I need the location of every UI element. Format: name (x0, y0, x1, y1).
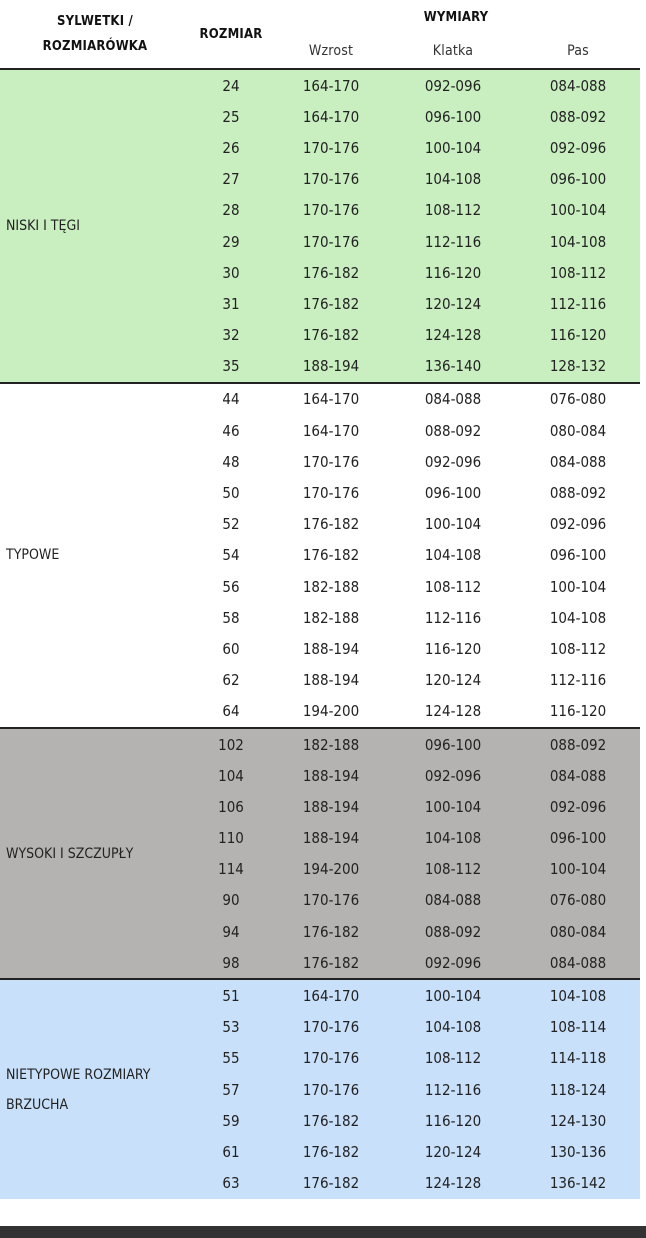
rozmiar-cell: 102 (190, 728, 272, 760)
wzrost-cell: 182-188 (272, 602, 390, 633)
klatka-cell: 092-096 (390, 69, 516, 101)
wzrost-cell: 176-182 (272, 1136, 390, 1167)
pas-cell: 108-112 (516, 633, 640, 664)
rozmiar-cell: 35 (190, 351, 272, 383)
klatka-cell: 096-100 (390, 101, 516, 132)
wzrost-cell: 164-170 (272, 101, 390, 132)
wzrost-cell: 164-170 (272, 383, 390, 415)
wzrost-cell: 182-188 (272, 728, 390, 760)
rozmiar-cell: 98 (190, 947, 272, 979)
wzrost-cell: 170-176 (272, 1043, 390, 1074)
wzrost-cell: 194-200 (272, 696, 390, 728)
pas-cell: 076-080 (516, 885, 640, 916)
klatka-cell: 136-140 (390, 351, 516, 383)
pas-cell: 130-136 (516, 1136, 640, 1167)
header-sylwetki-line2: ROZMIARÓWKA (42, 39, 148, 54)
klatka-cell: 124-128 (390, 320, 516, 351)
silhouette-label: NISKI I TĘGI (0, 69, 190, 383)
pas-cell: 136-142 (516, 1168, 640, 1199)
klatka-cell: 112-116 (390, 602, 516, 633)
pas-cell: 112-116 (516, 665, 640, 696)
rozmiar-cell: 44 (190, 383, 272, 415)
rozmiar-cell: 31 (190, 288, 272, 319)
wzrost-cell: 182-188 (272, 571, 390, 602)
pas-cell: 084-088 (516, 446, 640, 477)
rozmiar-cell: 51 (190, 979, 272, 1011)
klatka-cell: 104-108 (390, 540, 516, 571)
pas-cell: 096-100 (516, 823, 640, 854)
pas-cell: 088-092 (516, 101, 640, 132)
wzrost-cell: 188-194 (272, 351, 390, 383)
wzrost-cell: 176-182 (272, 916, 390, 947)
pas-cell: 088-092 (516, 477, 640, 508)
rozmiar-cell: 58 (190, 602, 272, 633)
klatka-cell: 092-096 (390, 446, 516, 477)
pas-cell: 104-108 (516, 979, 640, 1011)
wzrost-cell: 170-176 (272, 477, 390, 508)
pas-cell: 092-096 (516, 509, 640, 540)
table-row (0, 979, 640, 1011)
header-wymiary: WYMIARY (272, 0, 640, 34)
group-wysoki-i-szczuply (0, 728, 640, 980)
rozmiar-cell: 55 (190, 1043, 272, 1074)
wzrost-cell: 170-176 (272, 226, 390, 257)
klatka-cell: 084-088 (390, 383, 516, 415)
pas-cell: 092-096 (516, 132, 640, 163)
klatka-cell: 120-124 (390, 288, 516, 319)
group-nietypowe-rozmiary-brzucha (0, 979, 640, 1198)
header-wzrost: Wzrost (272, 34, 390, 69)
pas-cell: 076-080 (516, 383, 640, 415)
rozmiar-cell: 46 (190, 415, 272, 446)
rozmiar-cell: 106 (190, 791, 272, 822)
rozmiar-cell: 28 (190, 195, 272, 226)
klatka-cell: 116-120 (390, 633, 516, 664)
wzrost-cell: 170-176 (272, 195, 390, 226)
pas-cell: 108-114 (516, 1012, 640, 1043)
rozmiar-cell: 29 (190, 226, 272, 257)
pas-cell: 104-108 (516, 602, 640, 633)
pas-cell: 084-088 (516, 760, 640, 791)
pas-cell: 096-100 (516, 164, 640, 195)
pas-cell: 080-084 (516, 916, 640, 947)
pas-cell: 104-108 (516, 226, 640, 257)
klatka-cell: 100-104 (390, 979, 516, 1011)
rozmiar-cell: 94 (190, 916, 272, 947)
wzrost-cell: 170-176 (272, 885, 390, 916)
header-sylwetki-line1: SYLWETKI / (57, 14, 133, 29)
rozmiar-cell: 64 (190, 696, 272, 728)
wzrost-cell: 188-194 (272, 633, 390, 664)
klatka-cell: 124-128 (390, 1168, 516, 1199)
wzrost-cell: 170-176 (272, 132, 390, 163)
rozmiar-cell: 25 (190, 101, 272, 132)
klatka-cell: 092-096 (390, 947, 516, 979)
rozmiar-cell: 26 (190, 132, 272, 163)
wzrost-cell: 170-176 (272, 1074, 390, 1105)
rozmiar-cell: 52 (190, 509, 272, 540)
rozmiar-cell: 30 (190, 257, 272, 288)
klatka-cell: 100-104 (390, 132, 516, 163)
bottom-bar (0, 1226, 646, 1238)
rozmiar-cell: 56 (190, 571, 272, 602)
wzrost-cell: 176-182 (272, 1105, 390, 1136)
wzrost-cell: 194-200 (272, 854, 390, 885)
rozmiar-cell: 62 (190, 665, 272, 696)
pas-cell: 112-116 (516, 288, 640, 319)
pas-cell: 100-104 (516, 571, 640, 602)
klatka-cell: 096-100 (390, 477, 516, 508)
klatka-cell: 116-120 (390, 1105, 516, 1136)
header-sylwetki (0, 0, 190, 69)
klatka-cell: 104-108 (390, 823, 516, 854)
klatka-cell: 104-108 (390, 164, 516, 195)
rozmiar-cell: 59 (190, 1105, 272, 1136)
pas-cell: 108-112 (516, 257, 640, 288)
pas-cell: 084-088 (516, 947, 640, 979)
rozmiar-cell: 90 (190, 885, 272, 916)
klatka-cell: 100-104 (390, 791, 516, 822)
wzrost-cell: 164-170 (272, 979, 390, 1011)
table-header (0, 0, 640, 69)
pas-cell: 128-132 (516, 351, 640, 383)
wzrost-cell: 176-182 (272, 257, 390, 288)
header-klatka: Klatka (390, 34, 516, 69)
wzrost-cell: 176-182 (272, 947, 390, 979)
wzrost-cell: 188-194 (272, 791, 390, 822)
wzrost-cell: 170-176 (272, 1012, 390, 1043)
rozmiar-cell: 60 (190, 633, 272, 664)
table-row (0, 728, 640, 760)
pas-cell: 084-088 (516, 69, 640, 101)
klatka-cell: 108-112 (390, 195, 516, 226)
pas-cell: 096-100 (516, 540, 640, 571)
pas-cell: 124-130 (516, 1105, 640, 1136)
wzrost-cell: 164-170 (272, 415, 390, 446)
header-pas: Pas (516, 34, 640, 69)
group-niski-i-tegi (0, 69, 640, 383)
rozmiar-cell: 50 (190, 477, 272, 508)
silhouette-label: NIETYPOWE ROZMIARY BRZUCHA (0, 979, 190, 1198)
wzrost-cell: 176-182 (272, 540, 390, 571)
wzrost-cell: 188-194 (272, 760, 390, 791)
wzrost-cell: 188-194 (272, 665, 390, 696)
silhouette-label: WYSOKI I SZCZUPŁY (0, 728, 190, 980)
klatka-cell: 096-100 (390, 728, 516, 760)
wzrost-cell: 176-182 (272, 320, 390, 351)
wzrost-cell: 170-176 (272, 446, 390, 477)
rozmiar-cell: 53 (190, 1012, 272, 1043)
pas-cell: 116-120 (516, 696, 640, 728)
pas-cell: 088-092 (516, 728, 640, 760)
klatka-cell: 088-092 (390, 916, 516, 947)
header-rozmiar: ROZMIAR (190, 0, 272, 69)
pas-cell: 100-104 (516, 854, 640, 885)
rozmiar-cell: 110 (190, 823, 272, 854)
pas-cell: 092-096 (516, 791, 640, 822)
rozmiar-cell: 104 (190, 760, 272, 791)
wzrost-cell: 176-182 (272, 1168, 390, 1199)
rozmiar-cell: 32 (190, 320, 272, 351)
klatka-cell: 108-112 (390, 571, 516, 602)
klatka-cell: 100-104 (390, 509, 516, 540)
klatka-cell: 112-116 (390, 226, 516, 257)
rozmiar-cell: 54 (190, 540, 272, 571)
table-row (0, 69, 640, 101)
pas-cell: 116-120 (516, 320, 640, 351)
klatka-cell: 092-096 (390, 760, 516, 791)
klatka-cell: 108-112 (390, 854, 516, 885)
rozmiar-cell: 57 (190, 1074, 272, 1105)
rozmiar-cell: 61 (190, 1136, 272, 1167)
klatka-cell: 108-112 (390, 1043, 516, 1074)
wzrost-cell: 164-170 (272, 69, 390, 101)
klatka-cell: 112-116 (390, 1074, 516, 1105)
klatka-cell: 120-124 (390, 665, 516, 696)
silhouette-label: TYPOWE (0, 383, 190, 728)
klatka-cell: 104-108 (390, 1012, 516, 1043)
pas-cell: 080-084 (516, 415, 640, 446)
wzrost-cell: 170-176 (272, 164, 390, 195)
pas-cell: 100-104 (516, 195, 640, 226)
rozmiar-cell: 27 (190, 164, 272, 195)
wzrost-cell: 188-194 (272, 823, 390, 854)
rozmiar-cell: 24 (190, 69, 272, 101)
rozmiar-cell: 63 (190, 1168, 272, 1199)
klatka-cell: 124-128 (390, 696, 516, 728)
klatka-cell: 088-092 (390, 415, 516, 446)
wzrost-cell: 176-182 (272, 288, 390, 319)
rozmiar-cell: 48 (190, 446, 272, 477)
group-typowe (0, 383, 640, 728)
pas-cell: 118-124 (516, 1074, 640, 1105)
pas-cell: 114-118 (516, 1043, 640, 1074)
klatka-cell: 116-120 (390, 257, 516, 288)
klatka-cell: 084-088 (390, 885, 516, 916)
rozmiar-cell: 114 (190, 854, 272, 885)
wzrost-cell: 176-182 (272, 509, 390, 540)
klatka-cell: 120-124 (390, 1136, 516, 1167)
table-row (0, 383, 640, 415)
